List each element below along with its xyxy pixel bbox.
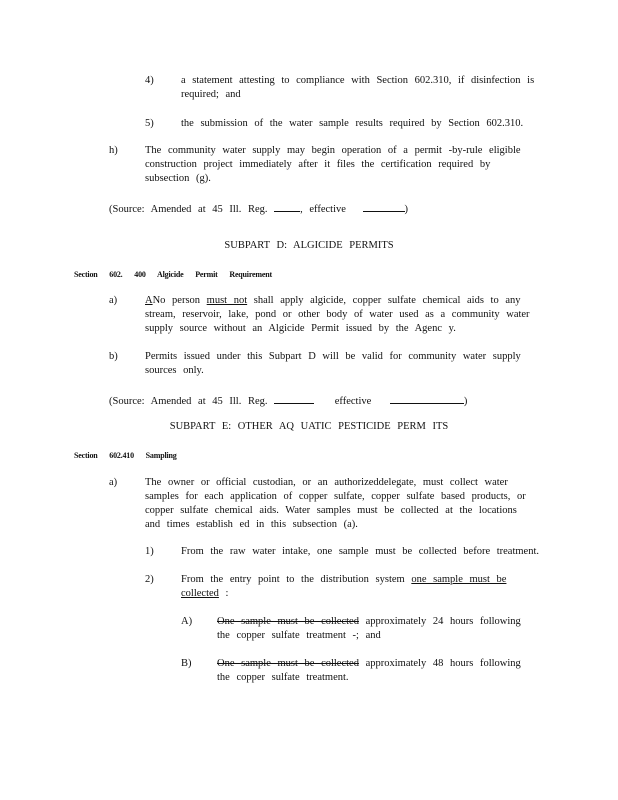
source-1-prefix: (Source: Amended at 45 Ill. Reg.	[109, 204, 268, 215]
source-2-effective-blank	[390, 392, 464, 404]
item-4-line1: a statement attesting to compliance with Section 602.310, if disinfection is	[181, 75, 535, 86]
item-A-line1	[217, 615, 521, 629]
source-1-mid: , effective	[300, 204, 346, 215]
source-2-mid: effective	[334, 396, 372, 407]
section-400-b-line2: sources only.	[145, 365, 204, 376]
section-410-a-label: a)	[109, 477, 118, 488]
inserted-must-not: must not	[206, 295, 248, 306]
section-410-a-line1: The owner or official custodian, or an authorizeddelegate, must collect water	[145, 477, 508, 488]
source-note-1	[109, 200, 408, 217]
section-400-a-line3: supply source without an Algicide Permit issued by the Agenc y.	[145, 323, 456, 334]
item-B-line1	[217, 657, 521, 671]
item-2-inserted-collected: collected	[181, 588, 219, 599]
item-2-line1	[181, 573, 506, 587]
item-2-colon: :	[225, 588, 229, 599]
item-h-line3: subsection (g).	[145, 173, 211, 184]
source-1-reg-blank	[274, 200, 300, 212]
item-2-inserted: one sample must be	[411, 574, 507, 585]
inserted-a: A	[145, 295, 153, 306]
item-4-line2: required; and	[181, 89, 241, 100]
subpart-d-title-text: SUBPART D: ALGICIDE PERMITS	[224, 240, 394, 251]
item-B-label: B)	[181, 658, 192, 669]
section-410-a-line2: samples for each application of copper sulfate, copper sulfate based products, or	[145, 491, 526, 502]
item-B-line2: the copper sulfate treatment.	[217, 672, 349, 683]
section-400-a-line2: stream, reservoir, lake, pond or other body of water used as a community water	[145, 309, 530, 320]
section-602-400-heading: Section 602. 400 Algicide Permit Requirement	[74, 270, 272, 279]
item-5-text: the submission of the water sample results required by Section 602.310.	[181, 118, 524, 129]
item-1-label: 1)	[145, 546, 154, 557]
item-A-label: A)	[181, 616, 193, 627]
section-400-a-line1	[145, 294, 521, 308]
item-A-rest: approximately 24 hours following	[365, 616, 521, 627]
section-410-a-line4: and times establish ed in this subsection (a).	[145, 519, 358, 530]
section-602-410-heading: Section 602.410 Sampling	[74, 451, 177, 460]
kept-no-person: No person	[152, 295, 201, 306]
source-2-prefix: (Source: Amended at 45 Ill. Reg.	[109, 396, 268, 407]
source-2-reg-blank	[274, 392, 314, 404]
item-h-line2: construction project immediately after it files the certification required by	[145, 159, 491, 170]
section-410-a-line3: copper sulfate chemical aids. Water samples must be collected at the locations	[145, 505, 517, 516]
item-B-rest: approximately 48 hours following	[365, 658, 521, 669]
section-400-b-label: b)	[109, 351, 118, 362]
item-5-label: 5)	[145, 118, 154, 129]
item-1-text: From the raw water intake, one sample must be collected before treatment.	[181, 546, 540, 557]
item-2-line2	[181, 587, 228, 601]
subpart-e-title	[0, 420, 618, 434]
section-400-a-label: a)	[109, 295, 118, 306]
source-note-2	[109, 392, 467, 409]
source-2-end: )	[463, 396, 468, 407]
item-4-label: 4)	[145, 75, 154, 86]
item-B-struck: One sample must be collected	[217, 658, 359, 669]
subpart-d-title	[0, 239, 618, 253]
item-2-line1-start: From the entry point to the distribution system	[181, 574, 405, 585]
item-2-label: 2)	[145, 574, 154, 585]
subpart-e-title-text: SUBPART E: OTHER AQ UATIC PESTICIDE PERM ITS	[169, 421, 449, 432]
item-h-label: h)	[109, 145, 118, 156]
word-shall: shall	[253, 295, 274, 306]
source-1-effective-blank	[363, 200, 405, 212]
section-400-b-line1: Permits issued under this Subpart D will be valid for community water supply	[145, 351, 521, 362]
item-A-struck: One sample must be collected	[217, 616, 359, 627]
source-1-end: )	[404, 204, 409, 215]
item-h-line1: The community water supply may begin operation of a permit -by-rule eligible	[145, 145, 521, 156]
item-A-line2: the copper sulfate treatment -; and	[217, 630, 381, 641]
line1-rest: apply algicide, copper sulfate chemical aids to any	[280, 295, 521, 306]
